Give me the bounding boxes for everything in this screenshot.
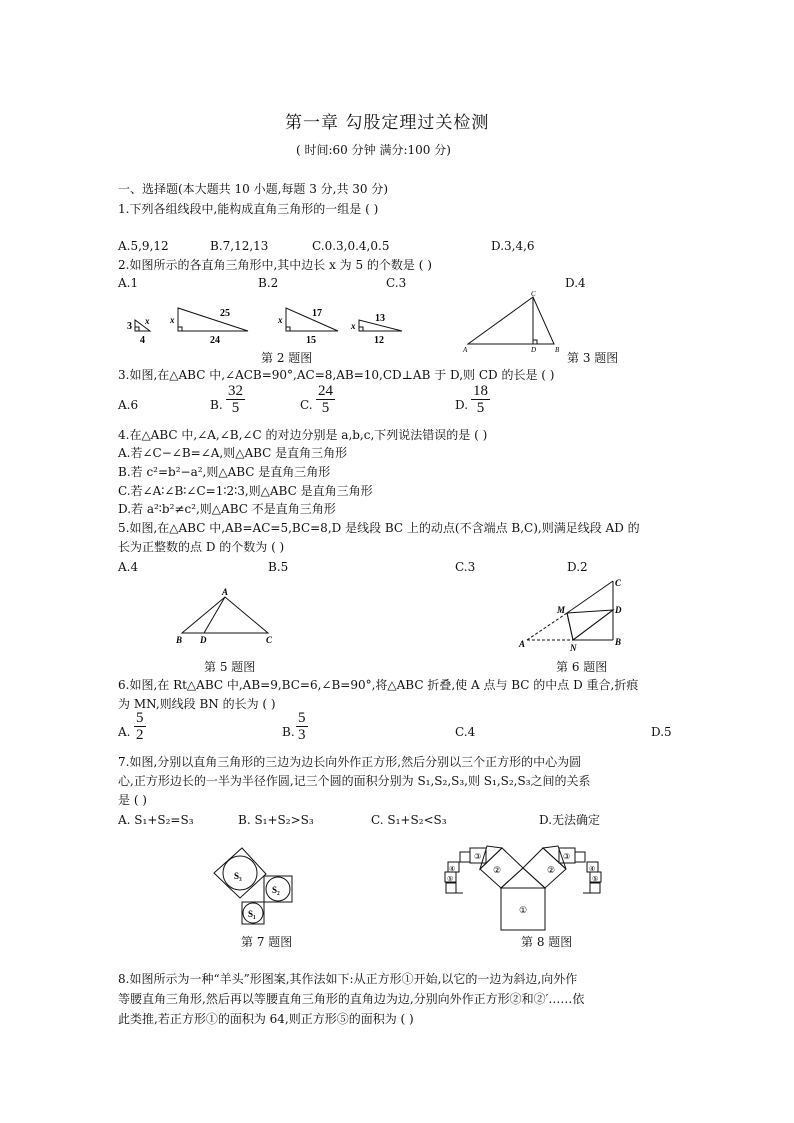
q5-stem-line2: 长为正整数的点 D 的个数为 ( )	[118, 540, 285, 554]
q2-t1-a: 3	[127, 321, 132, 332]
q2-option-c: C.3	[386, 276, 407, 290]
q7-label-s3: S₃	[234, 871, 242, 881]
q3-option-b-label: B.	[210, 398, 223, 412]
q8-label-2a: ②	[493, 865, 502, 875]
q6-stem-line2: 为 MN,则线段 BN 的长为 ( )	[118, 697, 276, 711]
q4-option-d: D.若 a²∶b²≠c²,则△ABC 不是直角三角形	[118, 502, 336, 516]
q8-label-5b: ⑤	[592, 875, 599, 883]
denominator: 5	[321, 400, 330, 416]
q6-label-m: M	[557, 605, 566, 615]
q6-label-c: C	[615, 578, 622, 588]
q6-figure	[515, 575, 635, 655]
q2-t3-c: 17	[312, 308, 322, 319]
q6-option-a-fraction	[134, 710, 146, 743]
q1-option-a: A.5,9,12	[118, 239, 169, 253]
q5-label-c: C	[266, 635, 273, 645]
page-title: 第一章 勾股定理过关检测	[285, 113, 490, 133]
q2-t2-a: x	[170, 315, 175, 325]
q5-option-b: B.5	[268, 560, 289, 574]
q1-option-b: B.7,12,13	[210, 239, 269, 253]
q8-figure	[438, 842, 610, 932]
q8-stem-line2: 等腰直角三角形,然后再以等腰直角三角形的直角边为边,分别向外作正方形②和②′……依	[118, 992, 585, 1006]
q8-label-4b: ④	[589, 865, 596, 873]
q6-option-c: C.4	[455, 725, 476, 739]
q1-option-c: C.0.3,0.4,0.5	[312, 239, 390, 253]
q7-label-s2: S₂	[272, 885, 280, 895]
denominator: 5	[476, 400, 485, 416]
q8-label-1: ①	[519, 905, 528, 915]
q8-stem-line3: 此类推,若正方形①的面积为 64,则正方形⑤的面积为 ( )	[118, 1012, 414, 1026]
q5-caption: 第 5 题图	[204, 660, 256, 674]
denominator: 2	[136, 727, 144, 743]
numerator: 18	[473, 383, 488, 399]
q7-option-c: C. S₁+S₂<S₃	[371, 813, 447, 827]
q1-option-d: D.3,4,6	[491, 239, 535, 253]
q8-label-2b: ②	[547, 865, 556, 875]
numerator: 5	[298, 710, 306, 726]
q3-caption: 第 3 题图	[567, 351, 619, 365]
q2-t1-c: x	[145, 316, 150, 326]
q4-option-b: B.若 c²=b²−a²,则△ABC 是直角三角形	[118, 465, 331, 479]
q6-option-b-label: B.	[282, 725, 295, 739]
q8-caption: 第 8 题图	[521, 935, 573, 949]
q4-option-c: C.若∠A∶∠B∶∠C=1∶2∶3,则△ABC 是直角三角形	[118, 484, 373, 498]
q3-option-b-fraction	[226, 383, 245, 416]
q5-figure	[170, 584, 280, 648]
q2-t3-a: x	[278, 315, 283, 325]
numerator: 24	[318, 383, 333, 399]
q2-figure	[118, 298, 408, 348]
q1-stem: 1.下列各组线段中,能构成直角三角形的一组是 ( )	[118, 202, 379, 216]
q6-label-a: A	[519, 639, 526, 649]
q5-label-d: D	[200, 635, 207, 645]
q4-option-a: A.若∠C−∠B=∠A,则△ABC 是直角三角形	[118, 446, 348, 460]
q8-label-3a: ③	[474, 852, 482, 861]
q6-stem-line1: 6.如图,在 Rt△ABC 中,AB=9,BC=6,∠B=90°,将△ABC 折叠,使 A 点与 BC 的中点 D 重合,折痕	[118, 678, 639, 692]
q8-stem-line1: 8.如图所示为一种“羊头”形图案,其作法如下:从正方形①开始,以它的一边为斜边,向外作	[118, 972, 578, 986]
q3-option-a: A.6	[118, 398, 139, 412]
section-heading: 一、选择题(本大题共 10 小题,每题 3 分,共 30 分)	[118, 182, 389, 196]
q6-option-a-label: A.	[118, 725, 131, 739]
q7-caption: 第 7 题图	[241, 935, 293, 949]
q2-option-d: D.4	[565, 276, 586, 290]
q5-label-a: A	[222, 587, 229, 597]
q7-option-b: B. S₁+S₂>S₃	[238, 813, 314, 827]
q2-option-b: B.2	[258, 276, 279, 290]
q3-option-c-fraction	[316, 383, 335, 416]
q7-label-s1: S₁	[248, 909, 256, 919]
denominator: 3	[298, 727, 306, 743]
q8-label-4a: ④	[449, 865, 456, 873]
q4-stem: 4.在△ABC 中,∠A,∠B,∠C 的对边分别是 a,b,c,下列说法错误的是 ( )	[118, 428, 488, 442]
numerator: 32	[228, 383, 243, 399]
q6-label-d: D	[615, 605, 622, 615]
q7-stem-line2: 心,正方形边长的一半为半径作圆,记三个圆的面积分别为 S₁,S₂,S₃,则 S₁,S₂,S₃之间的关系	[118, 774, 591, 788]
q2-t4-b: 12	[374, 335, 384, 346]
q6-caption: 第 6 题图	[556, 660, 608, 674]
q2-t4-c: 13	[375, 313, 385, 324]
q2-t2-c: 25	[220, 308, 230, 319]
q2-triangle-2	[178, 308, 248, 331]
q7-figure	[208, 840, 300, 928]
q3-figure	[460, 288, 570, 354]
q6-option-d: D.5	[651, 725, 672, 739]
q3-option-d-fraction	[471, 383, 490, 416]
q6-label-b: B	[615, 637, 622, 647]
denominator: 5	[231, 400, 240, 416]
q3-stem: 3.如图,在△ABC 中,∠ACB=90°,AC=8,AB=10,CD⊥AB 于 D,则 CD 的长是 ( )	[118, 368, 555, 382]
q8-label-5a: ⑤	[447, 875, 454, 883]
q7-option-d: D.无法确定	[539, 813, 601, 827]
q8-label-3b: ③	[563, 852, 571, 861]
q3-option-d-label: D.	[455, 398, 469, 412]
q3-label-d: D	[531, 346, 537, 354]
page-subtitle: ( 时间:60 分钟 满分:100 分)	[296, 143, 451, 157]
q7-stem-line1: 7.如图,分别以直角三角形的三边为边长向外作正方形,然后分别以三个正方形的中心为圆	[118, 755, 582, 769]
q5-label-b: B	[176, 635, 183, 645]
q2-t4-a: x	[351, 321, 356, 331]
q5-option-a: A.4	[118, 560, 139, 574]
q5-option-c: C.3	[455, 560, 476, 574]
numerator: 5	[136, 710, 144, 726]
q6-label-n: N	[570, 643, 577, 653]
q2-t3-b: 15	[306, 335, 316, 346]
q7-stem-line3: 是 ( )	[118, 793, 147, 807]
q3-label-a: A	[463, 346, 468, 354]
q2-stem: 2.如图所示的各直角三角形中,其中边长 x 为 5 的个数是 ( )	[118, 258, 432, 272]
q2-t1-b: 4	[140, 335, 145, 346]
q3-option-c-label: C.	[300, 398, 313, 412]
q3-label-b: B	[555, 346, 560, 354]
q5-option-d: D.2	[567, 560, 588, 574]
q6-option-b-fraction	[296, 710, 308, 743]
q7-option-a: A. S₁+S₂=S₃	[118, 813, 194, 827]
q2-option-a: A.1	[118, 276, 139, 290]
q5-stem-line1: 5.如图,在△ABC 中,AB=AC=5,BC=8,D 是线段 BC 上的动点(不含端点 B,C),则满足线段 AD 的	[118, 521, 640, 535]
q2-t2-b: 24	[210, 335, 220, 346]
q3-label-c: C	[531, 290, 536, 298]
q2-caption: 第 2 题图	[261, 351, 313, 365]
